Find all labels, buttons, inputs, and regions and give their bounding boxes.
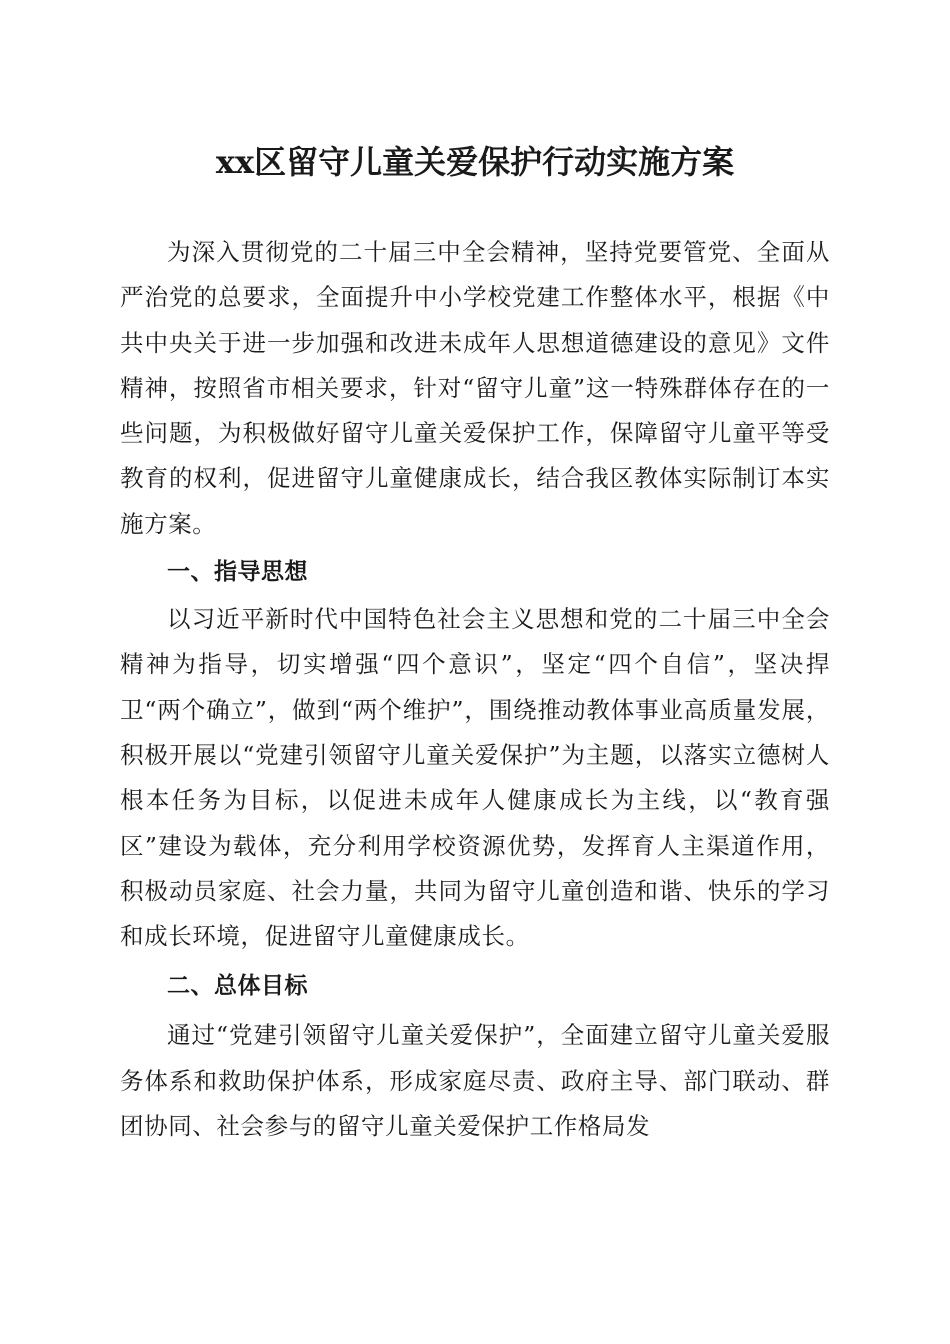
document-body — [120, 230, 830, 1149]
intro-paragraph: 为深入贯彻党的二十届三中全会精神，坚持党要管党、全面从严治党的总要求，全面提升中小学校党建工作整体水平，根据《中共中央关于进一步加强和改进未成年人思想道德建设的意见》文件精神，按照省市相关要求，针对“留守儿童”这一特殊群体存在的一些问题，为积极做好留守儿童关爱保护工作，保障留守儿童平等受教育的权利，促进留守儿童健康成长，结合我区教体实际制订本实施方案。 — [120, 238, 830, 538]
section-heading-guiding-ideology: 一、指导思想 — [167, 559, 308, 586]
guiding-ideology-paragraph: 以习近平新时代中国特色社会主义思想和党的二十届三中全会精神为指导，切实增强“四个意识”，坚定“四个自信”，坚决捍卫“两个确立”，做到“两个维护”，围绕推动教体事业高质量发展，积极开展以“党建引领留守儿童关爱保护”为主题，以落实立德树人根本任务为目标，以促进未成年人健康成长为主线，以“教育强区”建设为载体，充分利用学校资源优势，发挥育人主渠道作用，积极动员家庭、社会力量，共同为留守儿童创造和谐、快乐的学习和成长环境，促进留守儿童健康成长。 — [120, 605, 830, 951]
section-heading-overall-goals: 二、总体目标 — [167, 973, 308, 1000]
document-title: xx区留守儿童关爱保护行动实施方案 — [215, 143, 735, 181]
overall-goals-paragraph: 通过“党建引领留守儿童关爱保护”，全面建立留守儿童关爱服务体系和救助保护体系，形成家庭尽责、政府主导、部门联动、群团协同、社会参与的留守儿童关爱保护工作格局发 — [120, 1021, 830, 1141]
